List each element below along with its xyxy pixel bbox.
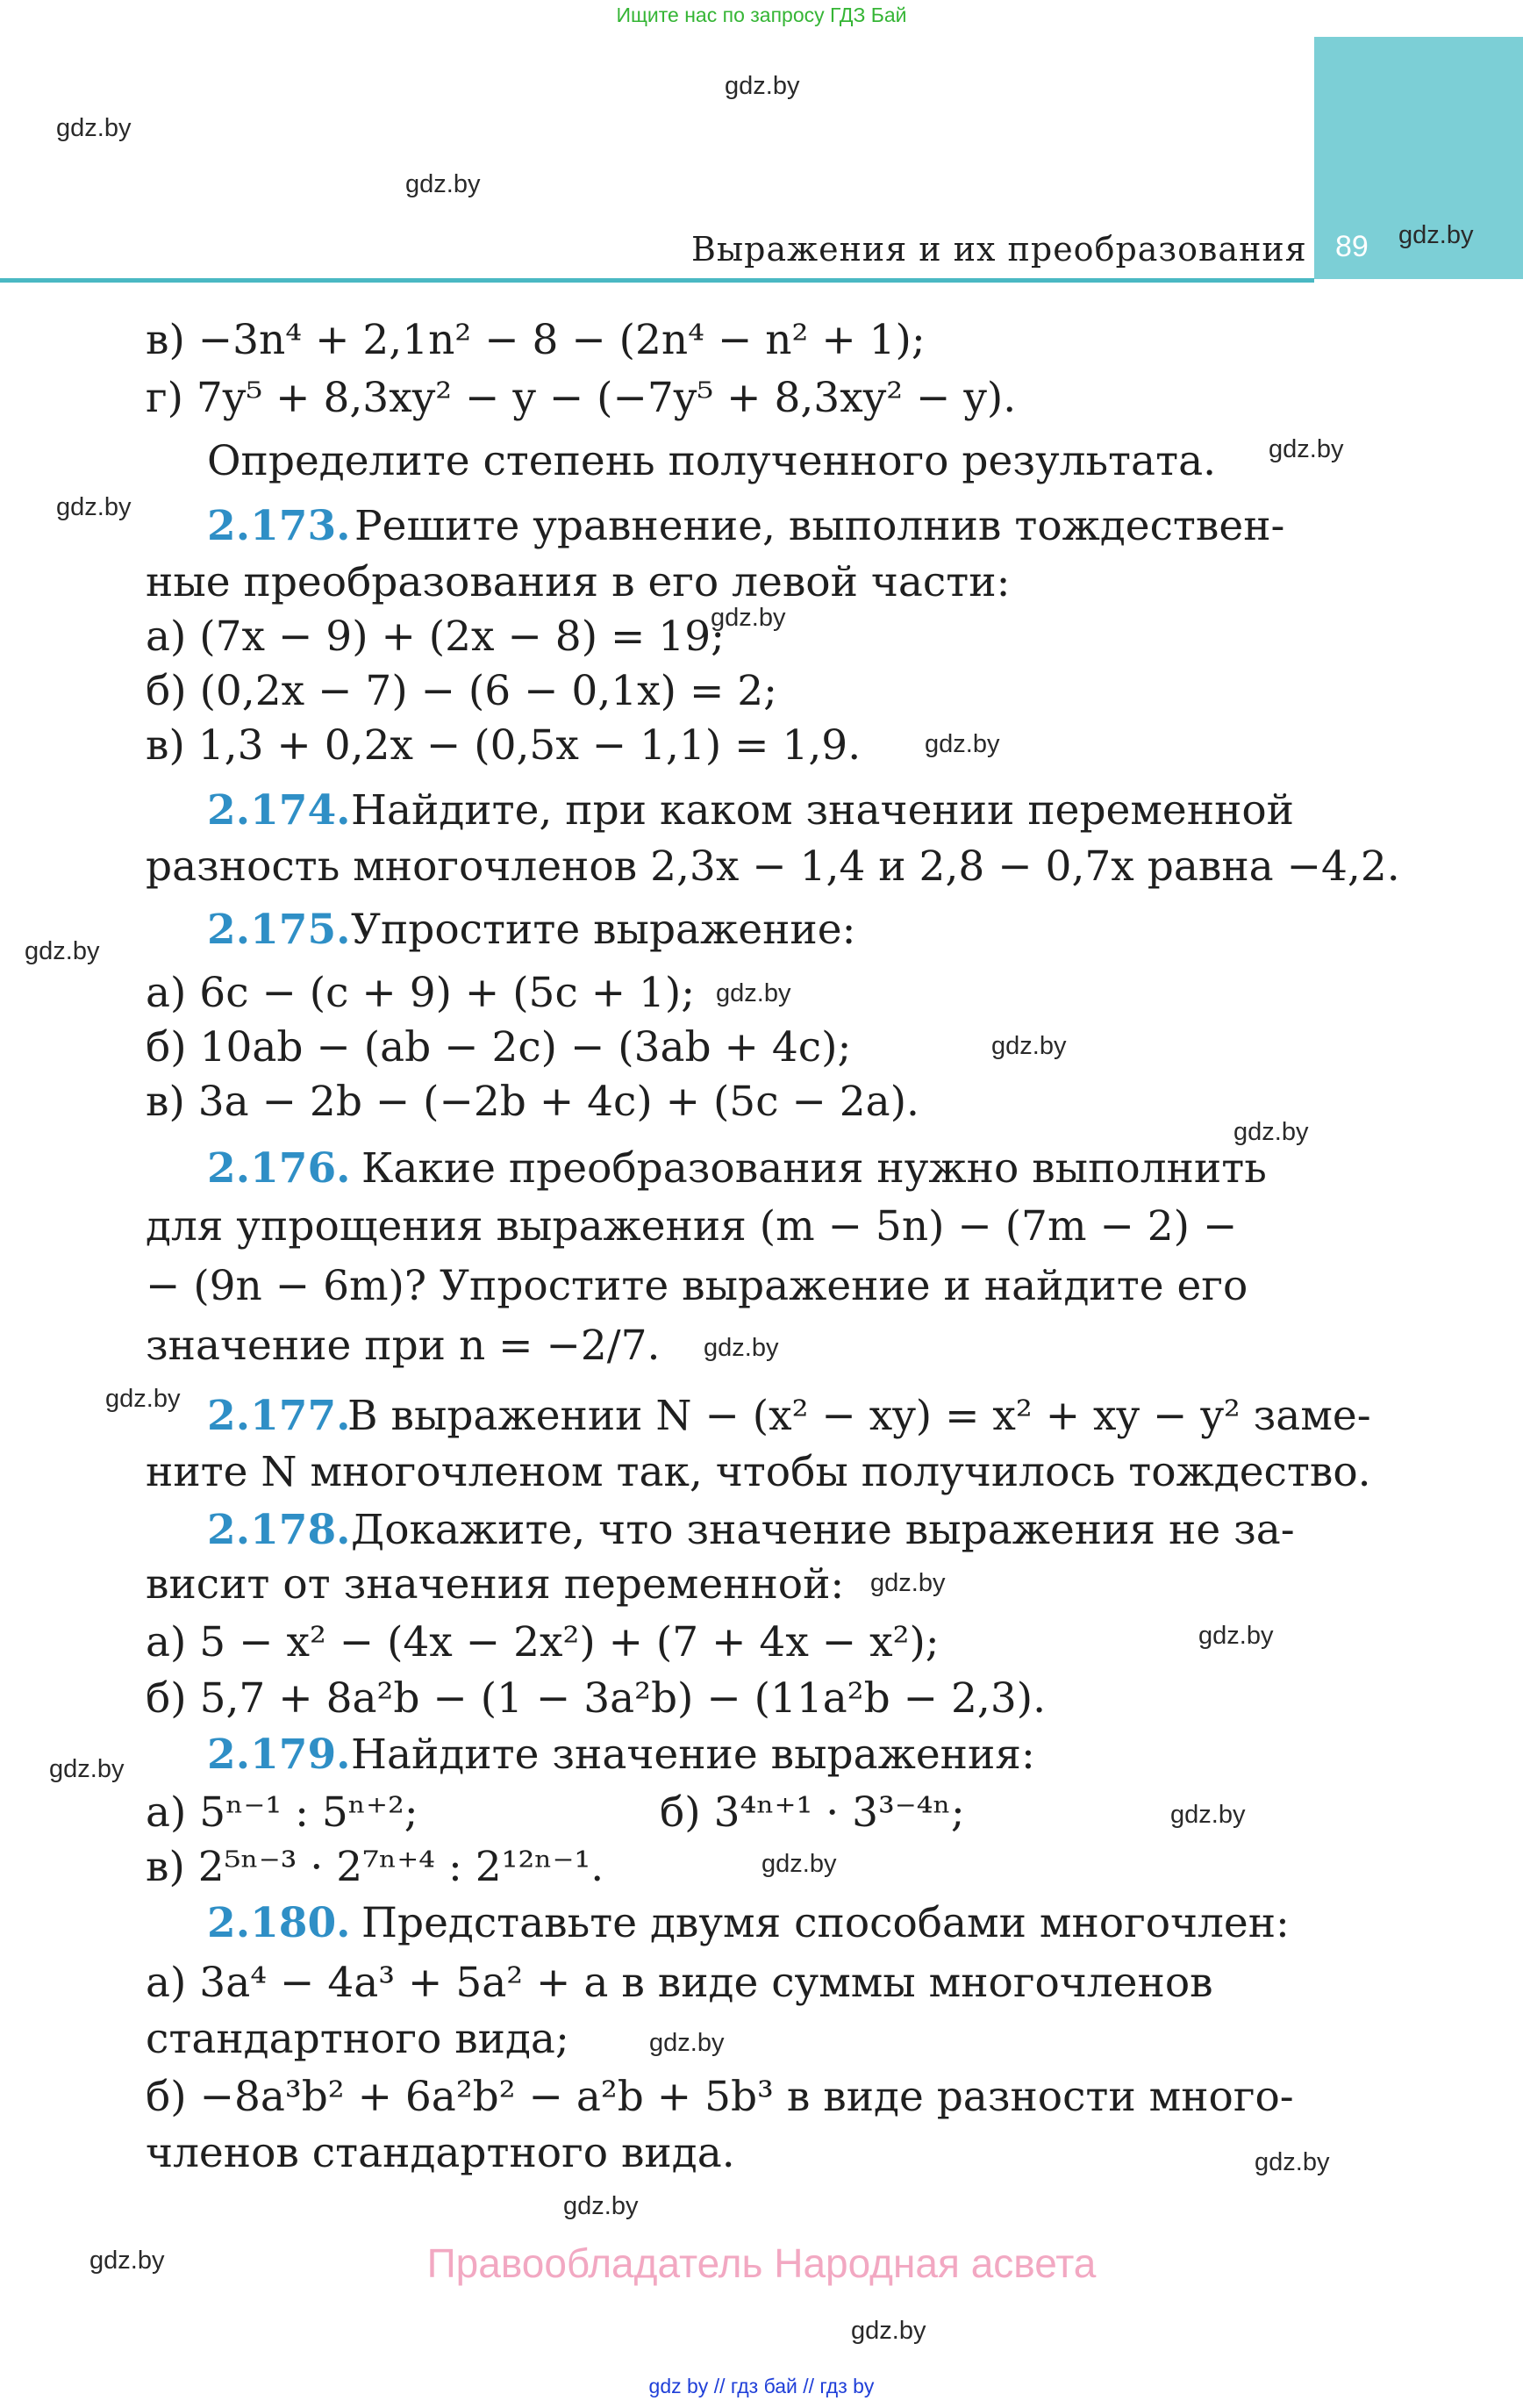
text-line: Представьте двумя способами многочлен: [361, 1899, 1290, 1947]
expression-line: б) (0,2x − 7) − (6 − 0,1x) = 2; [146, 667, 778, 715]
watermark: gdz.by [851, 2317, 926, 2345]
text-line: Упростите выражение: [351, 906, 856, 954]
text-line: Найдите, при каком значении переменной [351, 786, 1295, 835]
watermark: gdz.by [870, 1569, 946, 1597]
expression-line: а) 5ⁿ⁻¹ : 5ⁿ⁺²; [146, 1788, 418, 1837]
watermark: gdz.by [56, 114, 132, 142]
problem-number: 2.175. [207, 906, 351, 954]
expression-line: а) 5 − x² − (4x − 2x²) + (7 + 4x − x²); [146, 1618, 940, 1666]
watermark: gdz.by [563, 2192, 639, 2220]
text-line: В выражении N − (x² − xy) = x² + xy − y² заме- [347, 1392, 1371, 1440]
expression-line: в) 3a − 2b − (−2b + 4c) + (5c − 2a). [146, 1078, 919, 1126]
watermark: gdz.by [1255, 2148, 1330, 2176]
watermark: gdz.by [1198, 1622, 1274, 1650]
watermark: gdz.by [25, 937, 100, 965]
footer-links[interactable]: gdz by // гдз бай // гдз by [648, 2375, 875, 2397]
top-banner[interactable]: Ищите нас по запросу ГДЗ Бай [616, 4, 907, 26]
text-line: Какие преобразования нужно выполнить [361, 1144, 1267, 1193]
text-line: Найдите значение выражения: [351, 1731, 1035, 1779]
expression-line: в) −3n⁴ + 2,1n² − 8 − (2n⁴ − n² + 1); [146, 316, 926, 364]
expression-line: б) 5,7 + 8a²b − (1 − 3a²b) − (11a²b − 2,3). [146, 1674, 1047, 1723]
watermark: gdz.by [105, 1385, 181, 1413]
watermark: gdz.by [991, 1032, 1067, 1060]
problem-number: 2.177. [207, 1392, 351, 1440]
watermark: gdz.by [711, 604, 786, 632]
problem-number: 2.173. [207, 502, 351, 550]
watermark: gdz.by [89, 2247, 165, 2275]
watermark: gdz.by [925, 730, 1000, 758]
watermark: gdz.by [1233, 1118, 1309, 1146]
problem-number: 2.176. [207, 1144, 351, 1193]
text-line: Определите степень полученного результата. [207, 437, 1217, 485]
problem-number: 2.174. [207, 786, 351, 835]
expression-line: а) 3a⁴ − 4a³ + 5a² + a в виде суммы многочленов [146, 1959, 1213, 2007]
expression-line: в) 1,3 + 0,2x − (0,5x − 1,1) = 1,9. [146, 721, 862, 770]
watermark: gdz.by [1398, 221, 1474, 249]
watermark: gdz.by [649, 2029, 725, 2057]
problem-number: 2.180. [207, 1899, 351, 1947]
watermark: gdz.by [704, 1334, 779, 1362]
text-line: разность многочленов 2,3x − 1,4 и 2,8 − 0,7x равна −4,2. [146, 842, 1400, 891]
text-line: значение при n = −2/7. [146, 1322, 661, 1370]
text-line: висит от значения переменной: [146, 1560, 845, 1609]
text-line: Решите уравнение, выполнив тождествен- [354, 502, 1285, 550]
expression-line: б) −8a³b² + 6a²b² − a²b + 5b³ в виде разности много- [146, 2073, 1294, 2121]
text-line: ные преобразования в его левой части: [146, 558, 1011, 606]
text-line: членов стандартного вида. [146, 2129, 735, 2177]
header-rule [0, 278, 1314, 283]
problem-number: 2.179. [207, 1731, 351, 1779]
expression-line: а) (7x − 9) + (2x − 8) = 19; [146, 613, 725, 661]
chapter-title: Выражения и их преобразования [691, 230, 1307, 269]
expression-line: в) 2⁵ⁿ⁻³ · 2⁷ⁿ⁺⁴ : 2¹²ⁿ⁻¹. [146, 1843, 604, 1891]
expression-line: б) 10ab − (ab − 2c) − (3ab + 4c); [146, 1023, 852, 1071]
watermark: gdz.by [762, 1850, 837, 1878]
expression-line: а) 6c − (c + 9) + (5c + 1); [146, 969, 696, 1017]
watermark: gdz.by [405, 170, 481, 198]
expression-line: б) 3⁴ⁿ⁺¹ · 3³⁻⁴ⁿ; [660, 1788, 965, 1837]
watermark: gdz.by [56, 493, 132, 521]
watermark: gdz.by [1170, 1801, 1246, 1829]
text-line: Докажите, что значение выражения не за- [351, 1506, 1295, 1554]
expression-line: г) 7y⁵ + 8,3xy² − y − (−7y⁵ + 8,3xy² − y). [146, 374, 1017, 422]
watermark: gdz.by [1269, 435, 1344, 463]
problem-number: 2.178. [207, 1506, 351, 1554]
text-line: стандартного вида; [146, 2015, 569, 2063]
watermark: gdz.by [725, 72, 800, 100]
watermark: gdz.by [716, 979, 791, 1007]
page-number: 89 [1335, 230, 1369, 263]
copyright-notice: Правообладатель Народная асвета [426, 2240, 1097, 2286]
text-line: ните N многочленом так, чтобы получилось тождество. [146, 1448, 1371, 1496]
watermark: gdz.by [49, 1755, 125, 1783]
text-line: для упрощения выражения (m − 5n) − (7m − 2) − [146, 1202, 1238, 1251]
text-line: − (9n − 6m)? Упростите выражение и найдите его [146, 1262, 1248, 1310]
